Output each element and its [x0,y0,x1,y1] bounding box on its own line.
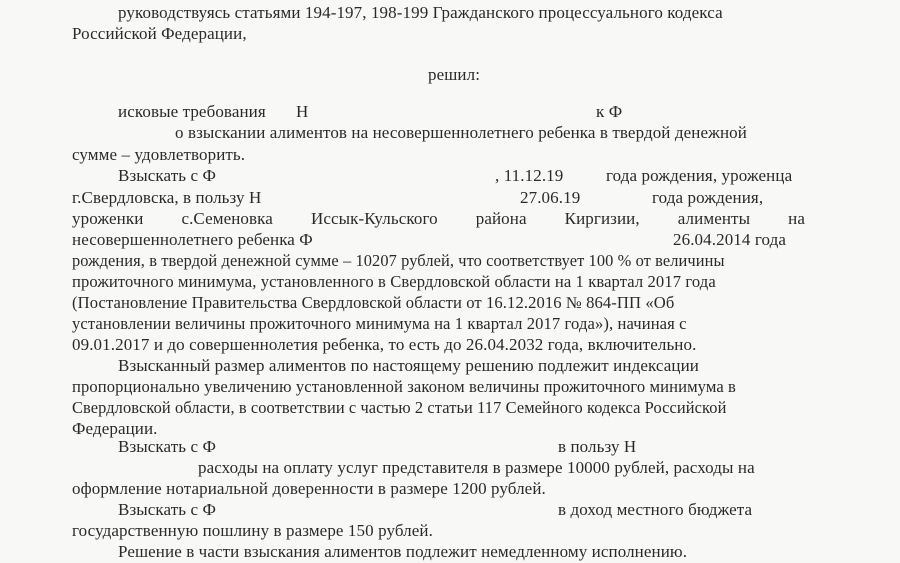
word: Иссык-Кульского [310,209,438,228]
claimant-birthdate: 27.06.19 [520,188,581,207]
text-line-subsistence: прожиточного минимума, установленного в Свердловской области на 1 квартал 2017 года [72,272,716,291]
text-line-in-favor: г.Свердловска, в пользу Н [72,188,262,207]
birth-label-1: года рождения, уроженца [606,166,793,185]
text-line-indexation: Взысканный размер алиментов по настоящему решению подлежит индексации [118,356,699,375]
text-line-notarial-costs: оформление нотариальной доверенности в размере 1200 рублей. [72,479,546,498]
claims-label: исковые требования [118,102,266,121]
text-line-legal-basis: руководствуясь статьями 194-197, 198-199 Гражданского процессуального кодекса [118,3,723,22]
word: на [788,209,805,228]
claimant-initial: Н [296,102,309,121]
text-line-federation: Российской Федерации, [72,24,247,43]
decision-heading: решил: [428,65,481,84]
text-line-recover-from-3: Взыскать с Ф [118,500,216,519]
in-favor-of-2: в пользу Н [558,437,637,456]
defendant-initial: к Ф [596,102,623,121]
text-line-immediate-execution: Решение в части взыскания алиментов подлежит немедленному исполнению. [118,542,688,561]
text-line-alimony-subject: о взыскании алиментов на несовершеннолетнего ребенка в твердой денежной [175,123,747,142]
text-line-representative-costs: расходы на оплату услуг представителя в размере 10000 рублей, расходы на [198,458,755,477]
text-line-recover-from: Взыскать с Ф [118,166,216,185]
text-line-fixed-sum: рождения, в твердой денежной сумме – 10207 рублей, что соответствует 100 % от величины [72,251,725,270]
text-line-satisfy: сумме – удовлетворить. [72,145,246,164]
defendant-birthdate: , 11.12.19 [495,166,564,185]
word: Киргизии, [564,209,640,228]
word: уроженки [72,209,144,228]
word: с.Семеновка [181,209,273,228]
text-line-federation-2: Федерации. [72,419,158,438]
word: района [475,209,527,228]
text-line-native-of [72,208,805,230]
text-line-family-code: Свердловской области, в соответствии с частью 2 статьи 117 Семейного кодекса Российской [72,398,727,417]
text-line-proportional: пропорционально увеличению установленной законом величины прожиточного минимума в [72,377,736,396]
text-line-minor-child: несовершеннолетнего ребенка Ф [72,230,313,249]
child-birthdate: 26.04.2014 года [673,230,787,249]
budget-income: в доход местного бюджета [558,500,753,519]
text-line-period: 09.01.2017 и до совершеннолетия ребенка, то есть до 26.04.2032 года, включительно. [72,335,697,354]
text-line-establishing: установлении величины прожиточного минимума на 1 квартал 2017 года»), начиная с [72,314,687,333]
birth-label-2: года рождения, [652,188,764,207]
text-line-claims [118,101,266,123]
text-line-recover-from-2: Взыскать с Ф [118,437,216,456]
word: алименты [677,209,751,228]
text-line-decree: (Постановление Правительства Свердловской области от 16.12.2016 № 864-ПП «Об [72,293,675,312]
text-line-state-fee: государственную пошлину в размере 150 рублей. [72,521,433,540]
